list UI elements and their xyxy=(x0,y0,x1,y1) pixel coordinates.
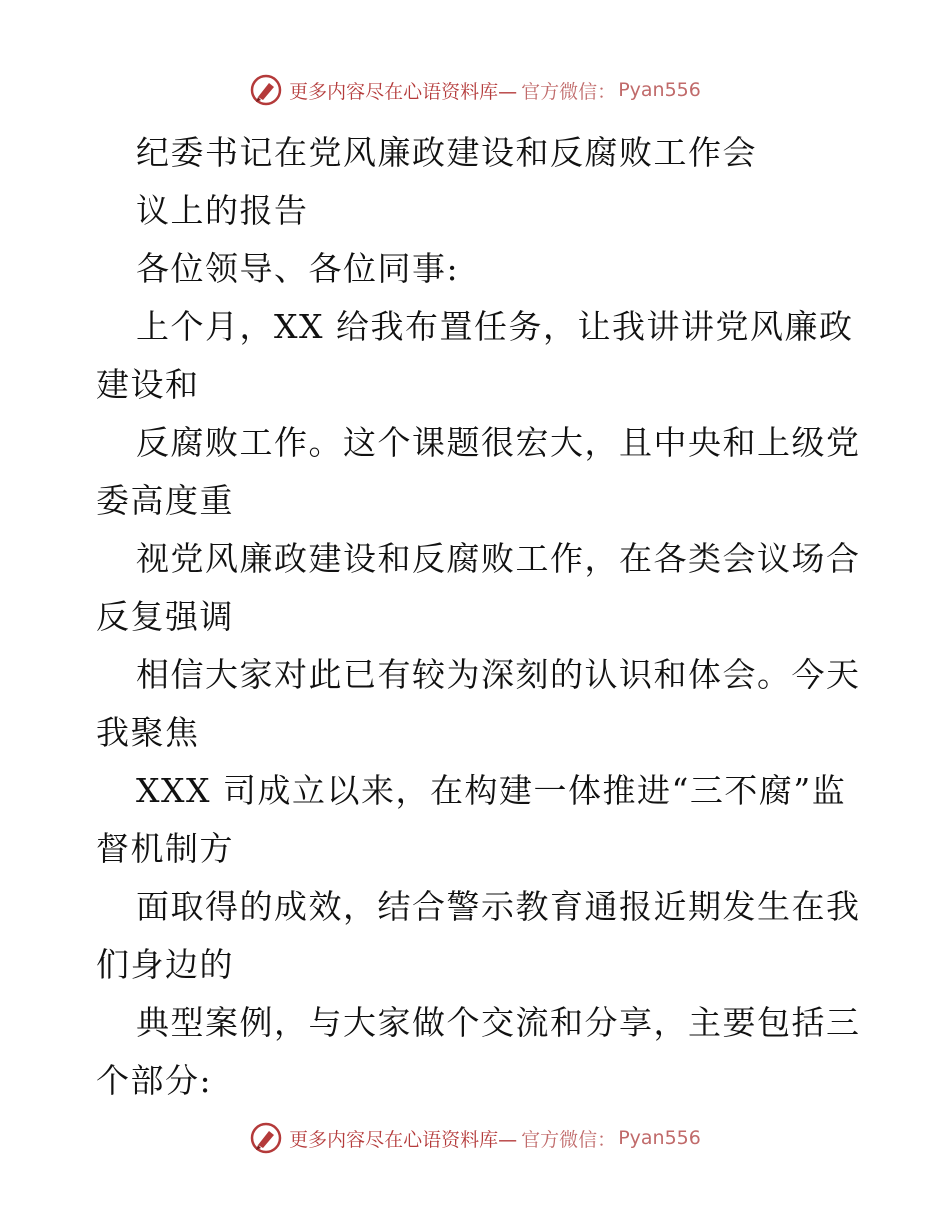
doc-paragraph-line: 们身边的 xyxy=(96,945,234,984)
banner-text: 更多内容尽在心语资料库— xyxy=(289,1128,518,1151)
document-body xyxy=(96,124,876,1110)
pen-logo-icon xyxy=(249,73,283,107)
banner-wechat-id: Pyan556 xyxy=(618,1127,701,1149)
doc-paragraph-line: 委高度重 xyxy=(96,481,234,520)
banner-wechat-id: Pyan556 xyxy=(618,79,701,101)
doc-paragraph-line: 视党风廉政建设和反腐败工作，在各类会议场合 xyxy=(136,539,861,578)
doc-paragraph-line: 相信大家对此已有较为深刻的认识和体会。今天 xyxy=(136,655,861,694)
header-watermark-banner xyxy=(0,70,950,110)
doc-paragraph-line: XXX 司成立以来，在构建一体推进“三不腐”监 xyxy=(136,771,847,810)
doc-title-line-2: 议上的报告 xyxy=(136,191,309,230)
doc-paragraph-line: 典型案例，与大家做个交流和分享，主要包括三 xyxy=(136,1003,861,1042)
footer-watermark-banner xyxy=(0,1118,950,1158)
doc-paragraph-line: 反腐败工作。这个课题很宏大，且中央和上级党 xyxy=(136,423,861,462)
doc-paragraph-line: 建设和 xyxy=(96,365,200,404)
doc-paragraph-line: 我聚焦 xyxy=(96,713,200,752)
doc-title-line-1: 纪委书记在党风廉政建设和反腐败工作会 xyxy=(136,133,757,172)
doc-paragraph-line: 督机制方 xyxy=(96,829,234,868)
doc-paragraph-line: 面取得的成效，结合警示教育通报近期发生在我 xyxy=(136,887,861,926)
banner-wechat-label: 官方微信： xyxy=(521,80,617,103)
banner-text: 更多内容尽在心语资料库— xyxy=(289,80,518,103)
banner-wechat-label: 官方微信： xyxy=(521,1128,617,1151)
doc-salutation: 各位领导、各位同事: xyxy=(136,249,460,288)
doc-paragraph-line: 反复强调 xyxy=(96,597,234,636)
doc-paragraph-line: 个部分: xyxy=(96,1061,213,1100)
doc-paragraph-line: 上个月，XX 给我布置任务，让我讲讲党风廉政 xyxy=(136,307,854,346)
pen-logo-icon xyxy=(249,1121,283,1155)
